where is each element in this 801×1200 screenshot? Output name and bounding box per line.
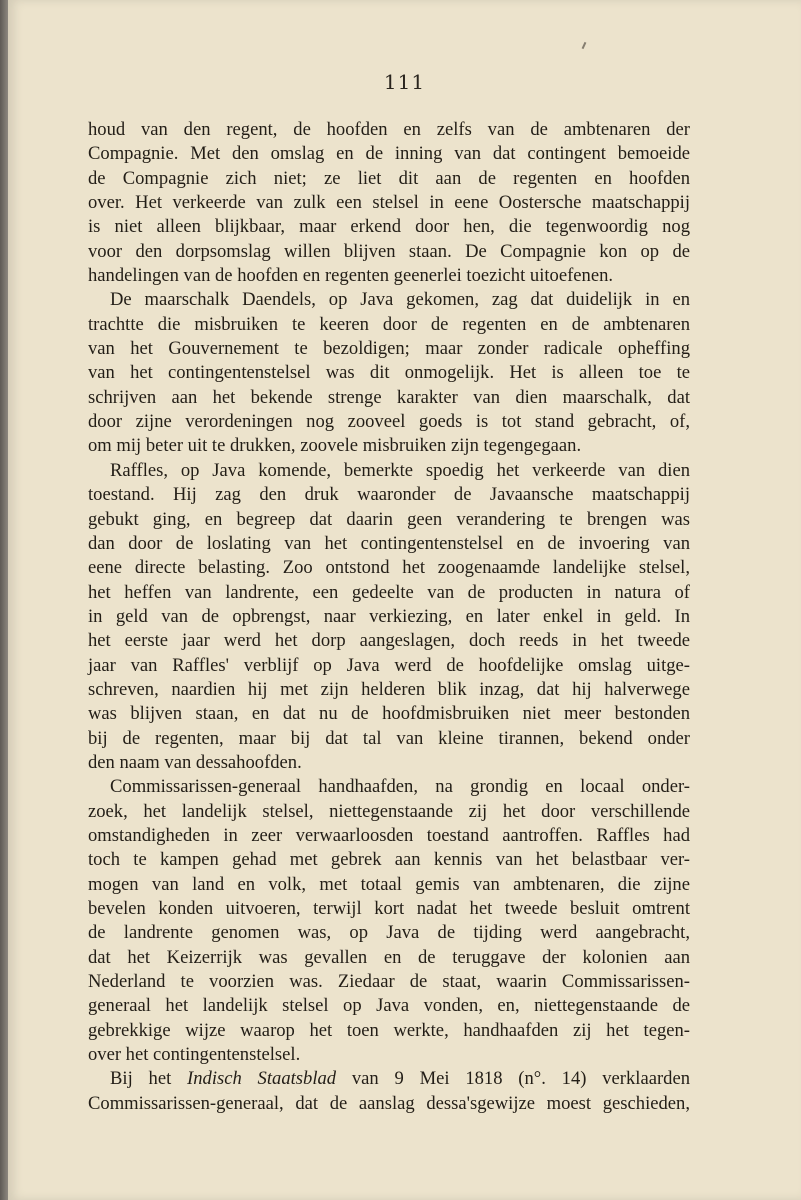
- text-line: voor den dorpsomslag willen blijven staan. De Compagnie kon op de: [88, 240, 690, 262]
- text-line: toch te kampen gehad met gebrek aan kennis van het belastbaar ver-: [88, 849, 690, 871]
- page-number: 111: [383, 70, 426, 94]
- text-line: door zijne verordeningen nog zooveel goeds is tot stand gebracht, of,: [88, 411, 690, 433]
- text-line: [88, 1067, 690, 1091]
- text-line: den naam van dessahoofden.: [88, 751, 302, 773]
- text-line: in geld van de opbrengst, naar verkiezing, en later enkel in geld. In: [88, 605, 690, 627]
- text-line: het heffen van landrente, een gedeelte van de producten in natura of: [88, 581, 690, 603]
- text-run: van 9 Mei 1818 (n°. 14) verklaarden: [336, 1068, 690, 1090]
- text-line: bij de regenten, maar bij dat tal van kleine tirannen, bekend onder: [88, 727, 690, 749]
- text-line: bevelen konden uitvoeren, terwijl kort nadat het tweede besluit omtrent: [88, 898, 690, 919]
- text-line: generaal het landelijk stelsel op Java vonden, en, niettegenstaande de: [88, 995, 690, 1017]
- text-line: over het contingentenstelsel.: [88, 1044, 301, 1066]
- text-line: De maarschalk Daendels, op Java gekomen, zag dat duidelijk in en: [110, 289, 690, 311]
- text-line: van het contingentenstelsel was dit onmogelijk. Het is alleen toe te: [88, 362, 690, 384]
- text-line: de landrente genomen was, op Java de tijding werd aangebracht,: [88, 922, 690, 944]
- text-line: om mij beter uit te drukken, zoovele misbruiken zijn tegengegaan.: [88, 435, 582, 457]
- publication-title: Indisch Staatsblad: [187, 1068, 337, 1090]
- text-line: Commissarissen-generaal, dat de aanslag dessa'sgewijze moest geschieden,: [88, 1092, 690, 1114]
- text-line: de Compagnie zich niet; ze liet dit aan de regenten en hoofden: [88, 167, 690, 189]
- text-line: was blijven staan, en dat nu de hoofdmisbruiken niet meer bestonden: [88, 703, 690, 725]
- text-line: Nederland te voorzien was. Ziedaar de staat, waarin Commissarissen-: [88, 971, 690, 993]
- text-line: schreven, naardien hij met zijn helderen blik inzag, dat hij halverwege: [88, 678, 690, 700]
- text-line: dat het Keizerrijk was gevallen en de teruggave der kolonien aan: [88, 946, 690, 968]
- text-line: trachtte die misbruiken te keeren door de regenten en de ambtenaren: [88, 313, 690, 335]
- body-text: [88, 118, 690, 1116]
- text-line: zoek, het landelijk stelsel, niettegenstaande zij het door verschillende: [88, 800, 690, 822]
- text-line: over. Het verkeerde van zulk een stelsel in eene Oostersche maatschappij: [88, 192, 690, 214]
- text-line: gebukt ging, en begreep dat daarin geen verandering te brengen was: [88, 508, 690, 530]
- text-line: van het Gouvernement te bezoldigen; maar zonder radicale opheffing: [88, 338, 690, 360]
- text-line: eene directe belasting. Zoo ontstond het zoogenaamde landelijke stelsel,: [88, 557, 690, 579]
- text-line: toestand. Hij zag den druk waaronder de Javaansche maatschappij: [88, 484, 690, 506]
- text-line: dan door de loslating van het contingentenstelsel en de invoering van: [88, 532, 690, 554]
- book-binding-edge: [0, 0, 8, 1200]
- text-line: Raffles, op Java komende, bemerkte spoedig het verkeerde van dien: [110, 459, 690, 481]
- text-line: houd van den regent, de hoofden en zelfs van de ambtenaren der: [88, 119, 690, 140]
- text-line: jaar van Raffles' verblijf op Java werd de hoofdelijke omslag uitge-: [88, 654, 690, 676]
- text-line: Commissarissen-generaal handhaafden, na grondig en locaal onder-: [110, 776, 690, 798]
- text-line: Compagnie. Met den omslag en de inning van dat contingent bemoeide: [88, 143, 690, 165]
- text-line: gebrekkige wijze waarop het toen werkte, handhaafden zij het tegen-: [88, 1019, 690, 1041]
- text-line: mogen van land en volk, met totaal gemis van ambtenaren, die zijne: [88, 873, 690, 895]
- text-run: Bij het: [110, 1068, 188, 1090]
- text-line: is niet alleen blijkbaar, maar erkend door hen, die tegenwoordig nog: [88, 216, 690, 238]
- text-line: handelingen van de hoofden en regenten geenerlei toezicht uitoefenen.: [88, 265, 614, 287]
- text-line: het eerste jaar werd het dorp aangeslagen, doch reeds in het tweede: [88, 630, 690, 652]
- text-line: omstandigheden in zeer verwaarloosden toestand aantroffen. Raffles had: [88, 824, 690, 846]
- text-line: schrijven aan het bekende strenge karakter van dien maarschalk, dat: [88, 386, 690, 408]
- pencil-mark: [582, 42, 587, 49]
- book-page: [8, 0, 801, 1200]
